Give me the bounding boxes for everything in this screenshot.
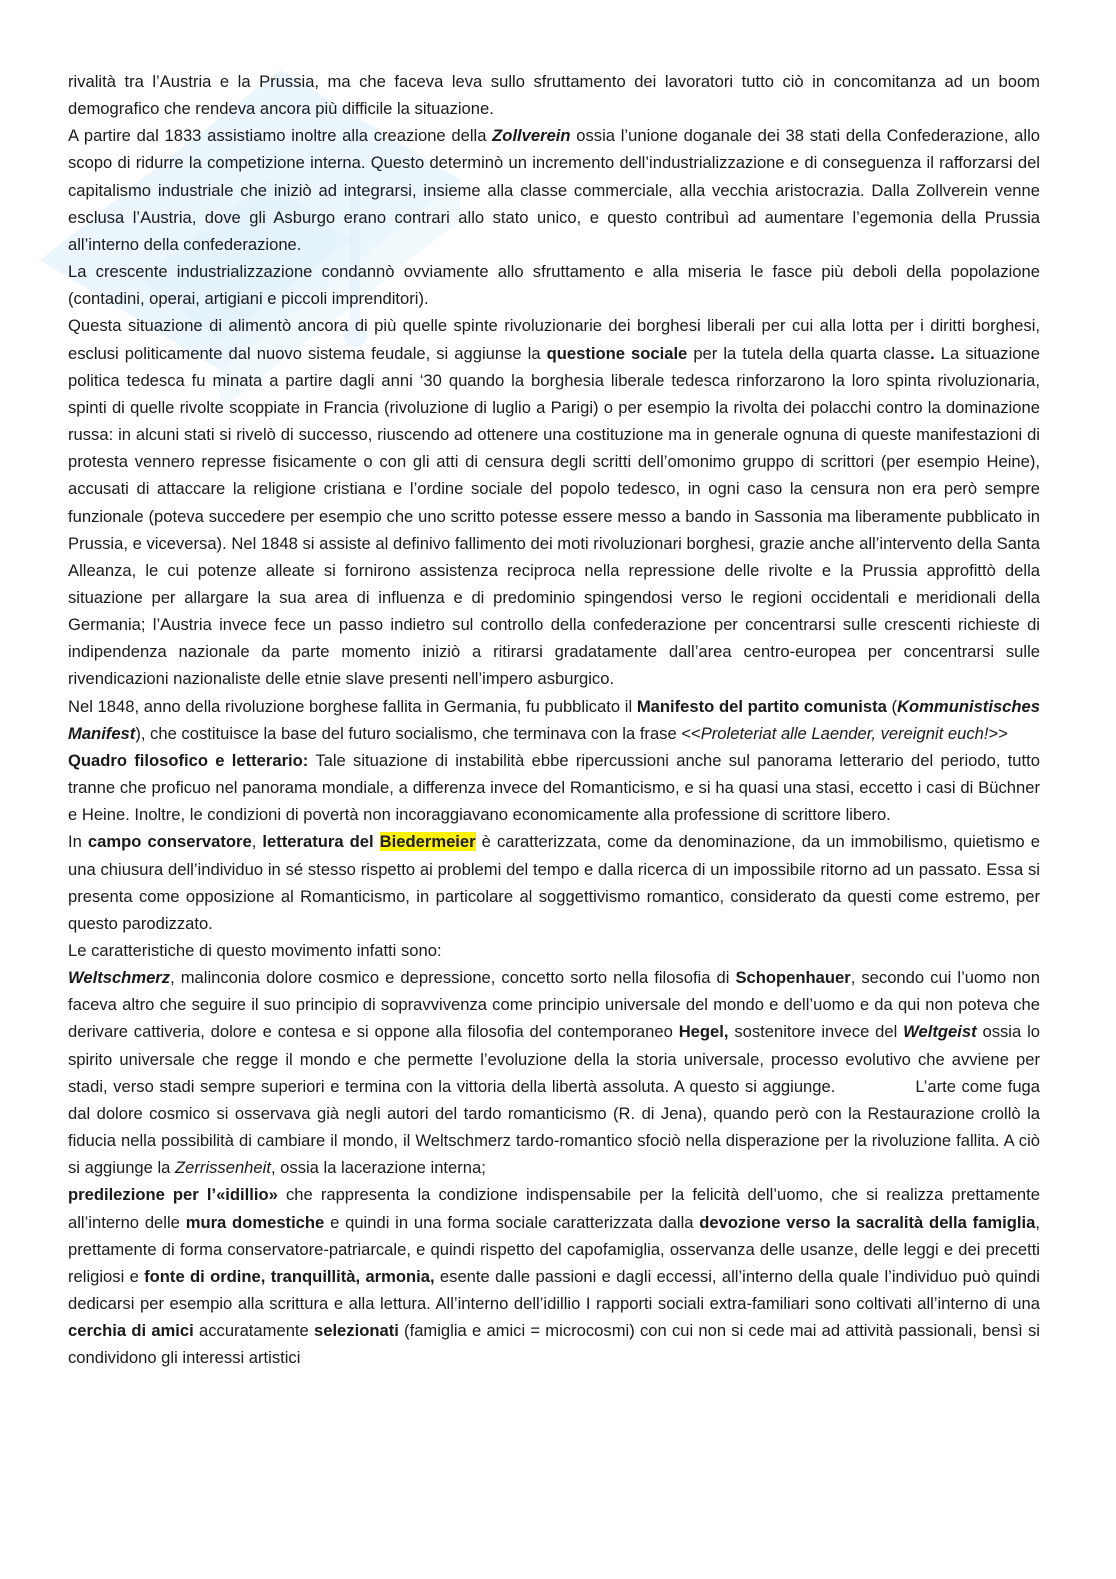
paragraph [68, 937, 1040, 964]
text-run: >> [988, 723, 1008, 743]
paragraph [68, 1181, 1040, 1371]
text-run: Questa situazione di alimentò ancora di più quelle spinte rivoluzionarie dei borghesi liberali per cui alla lotta per i diritti borghesi, esclusi politicamente dal nuovo sistema feudale, si aggiunse la [68, 316, 1040, 363]
text-run: è caratterizzata, come da denominazione, da un immobilismo, quietismo e una chiusura dell’individuo in sé stesso rispetto ai problemi del tempo e dalla ricerca di un impossibile ritorno ad un passato. Essa si presenta come opposizione al Romanticismo, in particolare al soggettivismo romantico, considerato da questi come estremo, per questo parodizzato. [68, 832, 1040, 933]
emphasized-text: mura domestiche [185, 1212, 325, 1232]
emphasized-text: Weltgeist [903, 1022, 977, 1042]
text-run: Tale situazione di instabilità ebbe ripercussioni anche sul panorama letterario del periodo, tutto tranne che proficuo nel panorama mondiale, a differenza invece del Romanticismo, e si ha quasi una stasi, eccetto i casi di Büchner e Heine. Inoltre, le condizioni di povertà non incoraggiavano economicamente alla professione di scrittore libero. [68, 750, 1040, 825]
text-run: La crescente industrializzazione condannò ovviamente allo sfruttamento e alla miseria le fasce più deboli della popolazione (contadini, operai, artigiani e piccoli imprenditori). [68, 262, 1040, 309]
emphasized-text: Hegel, [678, 1022, 729, 1042]
text-run: ( [886, 696, 898, 716]
text-run: sostenitore invece del [728, 1022, 904, 1042]
text-run: , prettamente di forma conservatore-patriarcale, e quindi rispetto del capofamiglia, osservanza delle usanze, delle leggi e dei precetti religiosi e [68, 1212, 1040, 1286]
paragraph [68, 693, 1040, 747]
emphasized-text: campo conservatore [87, 832, 252, 852]
emphasized-text: letteratura del [262, 832, 380, 852]
text-run: e quindi in una forma sociale caratterizzata dalla [324, 1212, 700, 1232]
text-run: ), che costituisce la base del futuro socialismo, che terminava con la frase << [135, 723, 701, 743]
text-run: La situazione politica tedesca fu minata a partire dagli anni ‘30 quando la borghesia liberale tedesca rinforzarono la loro spinta rivoluzionaria, spinti di quelle rivolte scoppiate in Francia (rivoluzione di luglio a Parigi) o per esempio la rivolta dei polacchi contro la dominazione russa: in alcuni stati si rivelò di successo, riuscendo ad ottenere una costituzione ma in generale ognuna di queste manifestazioni di protesta vennero represse fisicamente o con gli atti di censura degli scritti dell’omonimo gruppo di scrittori (per esempio Heine), accusati di attaccare la religione cristiana e l’ordine sociale del popolo tedesco, in ogni caso la censura non era però sempre funzionale (poteva succedere per esempio che uno scritto potesse essere messo a bando in Sassonia ma liberamente pubblicato in Prussia, e viceversa). Nel 1848 si assiste al definivo fallimento dei moti rivoluzionari borghesi, grazie anche all’intervento della Santa Alleanza, le cui potenze alleate si fornirono assistenza reciproca nella repressione delle rivolte e la Prussia approfittò della situazione per allargare la sua area di influenza e di predominio spingendosi verso le regioni occidentali e meridionali della Germania; l’Austria invece fece un passo indietro sul controllo della confederazione per concentrarsi sulle crescenti richieste di indipendenza nazionale da parte momento iniziò a ritirarsi gradatamente dall’area centro-europea per concentrarsi sulle rivendicazioni nazionaliste delle etnie slave presenti nell’impero asburgico. [68, 343, 1040, 689]
emphasized-text: predilezione per l’«idillio» [68, 1185, 278, 1205]
text-run: A partire dal 1833 assistiamo inoltre alla creazione della [68, 126, 493, 146]
text-run: accuratamente [193, 1321, 314, 1341]
text-run: Nel 1848, anno della rivoluzione borghese fallita in Germania, fu pubblicato il [68, 696, 637, 716]
text-run: rivalità tra l’Austria e la Prussia, ma che faceva leva sullo sfruttamento dei lavoratori tutto ciò in concomitanza ad un boom demografico che rendeva ancora più difficile la situazione. [68, 72, 1040, 119]
emphasized-text: selezionati [313, 1321, 399, 1341]
text-run: In [68, 832, 88, 852]
emphasized-text: Kommunistisches Manifest [68, 696, 1040, 743]
emphasized-text: cerchia di amici [68, 1321, 194, 1341]
emphasized-text: fonte di ordine, tranquillità, armonia, [144, 1266, 435, 1286]
emphasized-text: Weltschmerz [68, 968, 171, 988]
emphasized-text: devozione verso la sacralità della famiglia [699, 1212, 1036, 1232]
text-run: che rappresenta la condizione indispensabile per la felicità dell’uomo, che si realizza prettamente all’interno delle [68, 1185, 1040, 1232]
paragraph [68, 312, 1040, 692]
text-run: , ossia la lacerazione interna; [270, 1158, 486, 1178]
paragraph [68, 747, 1040, 828]
text-run: , malinconia dolore cosmico e depressione, concetto sorto nella filosofia di [170, 968, 736, 988]
text-run: Le caratteristiche di questo movimento infatti sono: [68, 941, 442, 960]
emphasized-text: Manifesto del partito comunista [636, 696, 887, 716]
paragraph [68, 258, 1040, 312]
emphasized-text: Quadro filosofico e letterario: [68, 750, 309, 770]
paragraph [68, 68, 1040, 122]
text-run: ossia l’unione doganale dei 38 stati della Confederazione, allo scopo di ridurre la competizione interna. Questo determinò un incremento dell’industrializzazione e di conseguenza il rafforzarsi del capitalismo industriale che iniziò ad integrarsi, insieme alla classe commerciale, alla vecchia aristocrazia. Dalla Zollverein venne esclusa l’Austria, dove gli Asburgo erano contrari allo stato unico, e questo contribuì ad aumentare l’egemonia della Prussia all’interno della confederazione. [68, 126, 1040, 254]
paragraph [68, 122, 1040, 258]
paragraph [68, 828, 1040, 937]
text-run: L’arte come fuga dal dolore cosmico si osservava già negli autori del tardo romanticismo (R. di Jena), quando però con la Restaurazione crollò la fiducia nella possibilità di cambiare il mondo, il Weltschmerz tardo-romantico sfociò nella disperazione per la rivoluzione fallita. A ciò si aggiunge la [68, 1076, 1040, 1178]
emphasized-text: Zerrissenheit [175, 1158, 271, 1178]
emphasized-text: questione sociale [546, 343, 688, 363]
text-run: , [251, 832, 263, 852]
text-run: esente dalle passioni e dagli eccessi, all’interno della quale l’individuo può quindi dedicarsi per esempio alla scrittura e alla lettura. All’interno dell’idillio I rapporti sociali extra-familiari sono coltivati all’interno di una [68, 1266, 1040, 1314]
text-run: ossia lo spirito universale che regge il mondo e che permette l’evoluzione della la storia universale, processo evolutivo che avviene per stadi, verso stadi sempre superiori e termina con la vittoria della libertà assoluta. A questo si aggiunge. [68, 1022, 1040, 1096]
emphasized-text: Schopenhauer [735, 968, 851, 988]
text-run: per la tutela della quarta classe [687, 343, 931, 363]
emphasized-text: Proleteriat alle Laender, vereignit euch! [700, 723, 989, 743]
text-run: (famiglia e amici = microcosmi) con cui non si cede mai ad attività passionali, bensì si condividono gli interessi artistici [68, 1321, 1040, 1368]
highlighted-term: Biedermeier [379, 832, 476, 852]
paragraph [68, 964, 1040, 1181]
document-body [68, 68, 1040, 1372]
emphasized-text: Zollverein [492, 126, 571, 146]
emphasized-text: . [930, 343, 935, 363]
text-run: , secondo cui l’uomo non faceva altro che seguire il suo principio di sopravvivenza come principio universale del mondo e dell’uomo e da qui non poteva che derivare cattiveria, dolore e contesa e si oppone alla filosofia del contemporaneo [68, 968, 1040, 1042]
